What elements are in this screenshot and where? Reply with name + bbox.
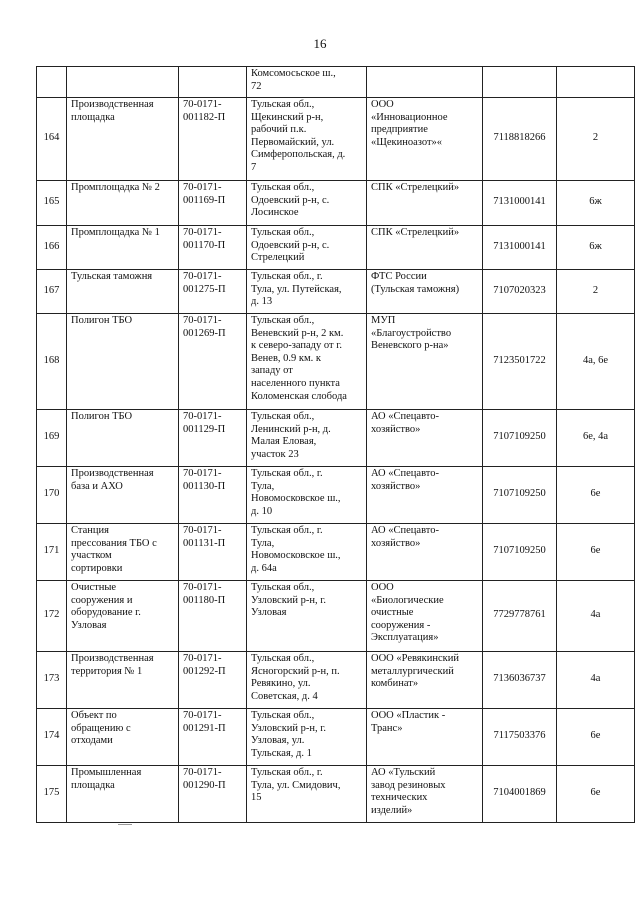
owner-cell-text: ООО «Инновационное предприятие «Щекиноазот»« bbox=[371, 99, 448, 148]
inn-cell bbox=[483, 270, 557, 314]
address-cell bbox=[247, 314, 367, 410]
object-code-cell-text: 70-0171- 001182-П bbox=[183, 99, 226, 123]
category-cell-text: 4а, 6е bbox=[582, 354, 609, 366]
row-number-cell bbox=[37, 467, 67, 524]
category-cell-text: 6ж bbox=[589, 196, 602, 208]
address-cell bbox=[247, 410, 367, 467]
address-cell bbox=[247, 581, 367, 652]
owner-cell-text: ООО «Пластик - Транс» bbox=[371, 710, 446, 734]
object-code-cell-text: 70-0171- 001169-П bbox=[183, 182, 226, 206]
inn-cell-text: 7107109250 bbox=[493, 431, 546, 443]
category-cell bbox=[557, 226, 635, 270]
object-name-cell bbox=[67, 181, 179, 226]
object-code-cell bbox=[179, 766, 247, 823]
object-code-cell bbox=[179, 524, 247, 581]
table-row bbox=[37, 581, 635, 652]
registry-body bbox=[37, 67, 635, 823]
object-code-cell-text: 70-0171- 001129-П bbox=[183, 411, 226, 435]
inn-cell bbox=[483, 181, 557, 226]
page-number: 16 bbox=[313, 36, 327, 51]
object-code-cell bbox=[179, 67, 247, 98]
address-cell bbox=[247, 766, 367, 823]
inn-cell-text: 7107109250 bbox=[493, 488, 546, 500]
object-name-cell-text: Объект по обращению с отходами bbox=[71, 710, 131, 747]
object-code-cell-text: 70-0171- 001269-П bbox=[183, 315, 226, 339]
category-cell bbox=[557, 67, 635, 98]
table-row bbox=[37, 270, 635, 314]
owner-cell bbox=[367, 652, 483, 709]
address-cell-text: Тульская обл., Ясногорский р-н, п. Ревякино, ул. Советская, д. 4 bbox=[251, 653, 340, 702]
inn-cell-text: 7107020323 bbox=[493, 284, 546, 296]
inn-cell bbox=[483, 67, 557, 98]
object-code-cell-text: 70-0171- 001292-П bbox=[183, 653, 226, 677]
inn-cell bbox=[483, 226, 557, 270]
category-cell bbox=[557, 652, 635, 709]
owner-cell-text: АО «Спецавто- хозяйство» bbox=[371, 525, 439, 549]
object-name-cell-text: Промплощадка № 2 bbox=[71, 182, 160, 193]
object-name-cell-text: Станция прессования ТБО с участком сортировки bbox=[71, 525, 157, 574]
row-number-cell-text: 170 bbox=[43, 488, 60, 500]
owner-cell bbox=[367, 314, 483, 410]
address-cell bbox=[247, 652, 367, 709]
object-code-cell bbox=[179, 581, 247, 652]
table-row bbox=[37, 467, 635, 524]
address-cell-text: Комсомосьское ш., 72 bbox=[251, 68, 336, 92]
address-cell-text: Тульская обл., Узловский р-н, г. Узловая, ул. Тульская, д. 1 bbox=[251, 710, 327, 759]
object-code-cell bbox=[179, 410, 247, 467]
category-cell bbox=[557, 410, 635, 467]
object-code-cell bbox=[179, 98, 247, 181]
object-name-cell-text: Производственная площадка bbox=[71, 99, 154, 123]
owner-cell bbox=[367, 524, 483, 581]
object-name-cell-text: Промышленная площадка bbox=[71, 767, 142, 791]
address-cell bbox=[247, 467, 367, 524]
table-row bbox=[37, 652, 635, 709]
table-row bbox=[37, 524, 635, 581]
inn-cell bbox=[483, 410, 557, 467]
row-number-cell-text: 164 bbox=[43, 132, 60, 144]
address-cell bbox=[247, 67, 367, 98]
category-cell bbox=[557, 181, 635, 226]
owner-cell-text: СПК «Стрелецкий» bbox=[371, 182, 460, 193]
object-code-cell-text: 70-0171- 001170-П bbox=[183, 227, 226, 251]
registry-table bbox=[36, 66, 635, 823]
address-cell-text: Тульская обл., г. Тула, ул. Смидович, 15 bbox=[251, 767, 341, 804]
object-name-cell bbox=[67, 67, 179, 98]
scan-mark bbox=[118, 824, 132, 825]
owner-cell bbox=[367, 98, 483, 181]
object-name-cell bbox=[67, 524, 179, 581]
object-name-cell-text: Полигон ТБО bbox=[71, 315, 133, 326]
address-cell bbox=[247, 98, 367, 181]
object-name-cell-text: Производственная база и АХО bbox=[71, 468, 154, 492]
inn-cell bbox=[483, 467, 557, 524]
table-row bbox=[37, 67, 635, 98]
inn-cell-text: 7107109250 bbox=[493, 545, 546, 557]
object-code-cell-text: 70-0171- 001131-П bbox=[183, 525, 226, 549]
owner-cell bbox=[367, 181, 483, 226]
table-row bbox=[37, 709, 635, 766]
object-code-cell bbox=[179, 181, 247, 226]
owner-cell bbox=[367, 467, 483, 524]
object-name-cell-text: Промплощадка № 1 bbox=[71, 227, 160, 238]
object-code-cell-text: 70-0171- 001130-П bbox=[183, 468, 226, 492]
category-cell bbox=[557, 270, 635, 314]
object-name-cell bbox=[67, 410, 179, 467]
object-name-cell bbox=[67, 314, 179, 410]
row-number-cell bbox=[37, 181, 67, 226]
owner-cell-text: АО «Спецавто- хозяйство» bbox=[371, 411, 439, 435]
category-cell-text: 6е bbox=[590, 787, 601, 799]
object-code-cell bbox=[179, 226, 247, 270]
inn-cell-text: 7729778761 bbox=[493, 609, 546, 621]
row-number-cell bbox=[37, 709, 67, 766]
table-row bbox=[37, 98, 635, 181]
object-name-cell bbox=[67, 226, 179, 270]
object-name-cell-text: Производственная территория № 1 bbox=[71, 653, 154, 677]
object-name-cell-text: Очистные сооружения и оборудование г. Узловая bbox=[71, 582, 141, 631]
owner-cell-text: ООО «Биологические очистные сооружения - Эксплуатация» bbox=[371, 582, 444, 644]
owner-cell-text: МУП «Благоустройство Веневского р-на» bbox=[371, 315, 452, 352]
object-code-cell-text: 70-0171- 001180-П bbox=[183, 582, 226, 606]
inn-cell-text: 7131000141 bbox=[493, 240, 546, 252]
category-cell-text: 6е bbox=[590, 730, 601, 742]
owner-cell bbox=[367, 410, 483, 467]
table-row bbox=[37, 410, 635, 467]
row-number-cell-text: 166 bbox=[43, 240, 60, 252]
object-code-cell bbox=[179, 652, 247, 709]
address-cell bbox=[247, 524, 367, 581]
row-number-cell bbox=[37, 524, 67, 581]
row-number-cell bbox=[37, 581, 67, 652]
category-cell bbox=[557, 524, 635, 581]
inn-cell-text: 7104001869 bbox=[493, 787, 546, 799]
address-cell bbox=[247, 270, 367, 314]
owner-cell bbox=[367, 766, 483, 823]
row-number-cell-text: 172 bbox=[43, 609, 60, 621]
category-cell-text: 2 bbox=[592, 284, 599, 296]
row-number-cell-text: 167 bbox=[43, 284, 60, 296]
inn-cell-text: 7136036737 bbox=[493, 673, 546, 685]
category-cell-text: 6ж bbox=[589, 240, 602, 252]
inn-cell bbox=[483, 652, 557, 709]
category-cell bbox=[557, 314, 635, 410]
category-cell bbox=[557, 467, 635, 524]
row-number-cell-text: 165 bbox=[43, 196, 60, 208]
owner-cell-text: АО «Тульский завод резиновых технических изделий» bbox=[371, 767, 446, 816]
row-number-cell bbox=[37, 67, 67, 98]
inn-cell bbox=[483, 581, 557, 652]
object-name-cell bbox=[67, 581, 179, 652]
object-name-cell bbox=[67, 98, 179, 181]
row-number-cell-text: 174 bbox=[43, 730, 60, 742]
address-cell-text: Тульская обл., г. Тула, ул. Путейская, д. 13 bbox=[251, 271, 342, 308]
object-name-cell-text: Тульская таможня bbox=[71, 271, 153, 282]
owner-cell bbox=[367, 226, 483, 270]
row-number-cell bbox=[37, 652, 67, 709]
row-number-cell bbox=[37, 98, 67, 181]
inn-cell bbox=[483, 709, 557, 766]
owner-cell-text: ООО «Ревякинский металлургический комбинат» bbox=[371, 653, 459, 690]
table-row bbox=[37, 181, 635, 226]
row-number-cell-text: 168 bbox=[43, 354, 60, 366]
object-code-cell-text: 70-0171- 001290-П bbox=[183, 767, 226, 791]
inn-cell bbox=[483, 314, 557, 410]
category-cell bbox=[557, 581, 635, 652]
address-cell bbox=[247, 709, 367, 766]
row-number-cell bbox=[37, 270, 67, 314]
row-number-cell-text: 171 bbox=[43, 545, 60, 557]
object-name-cell bbox=[67, 652, 179, 709]
address-cell-text: Тульская обл., Одоевский р-н, с. Лосинское bbox=[251, 182, 330, 219]
inn-cell bbox=[483, 98, 557, 181]
row-number-cell-text: 175 bbox=[43, 787, 60, 799]
address-cell-text: Тульская обл., Веневский р-н, 2 км. к северо-западу от г. Венев, 0.9 км. к западу от населенного пункта Коломенская слобода bbox=[251, 315, 347, 402]
owner-cell bbox=[367, 581, 483, 652]
object-code-cell bbox=[179, 709, 247, 766]
object-code-cell bbox=[179, 270, 247, 314]
category-cell-text: 6е bbox=[590, 488, 601, 500]
address-cell-text: Тульская обл., г. Тула, Новомосковское ш., д. 10 bbox=[251, 468, 341, 517]
category-cell bbox=[557, 766, 635, 823]
category-cell-text: 4а bbox=[590, 673, 601, 685]
row-number-cell bbox=[37, 410, 67, 467]
category-cell bbox=[557, 709, 635, 766]
row-number-cell bbox=[37, 314, 67, 410]
inn-cell-text: 7131000141 bbox=[493, 196, 546, 208]
address-cell-text: Тульская обл., Одоевский р-н, с. Стрелецкий bbox=[251, 227, 330, 264]
address-cell-text: Тульская обл., Ленинский р-н, д. Малая Еловая, участок 23 bbox=[251, 411, 331, 460]
address-cell-text: Тульская обл., Узловский р-н, г. Узловая bbox=[251, 582, 327, 619]
row-number-cell bbox=[37, 766, 67, 823]
address-cell bbox=[247, 181, 367, 226]
row-number-cell-text: 169 bbox=[43, 431, 60, 443]
object-code-cell bbox=[179, 467, 247, 524]
category-cell-text: 2 bbox=[592, 132, 599, 144]
owner-cell bbox=[367, 709, 483, 766]
category-cell-text: 4а bbox=[590, 609, 601, 621]
address-cell bbox=[247, 226, 367, 270]
address-cell-text: Тульская обл., Щекинский р-н, рабочий п.к. Первомайский, ул. Симферопольская, д. 7 bbox=[251, 99, 346, 173]
owner-cell-text: АО «Спецавто- хозяйство» bbox=[371, 468, 439, 492]
table-row bbox=[37, 226, 635, 270]
table-row bbox=[37, 314, 635, 410]
category-cell bbox=[557, 98, 635, 181]
owner-cell-text: ФТС России (Тульская таможня) bbox=[371, 271, 460, 295]
object-code-cell bbox=[179, 314, 247, 410]
row-number-cell bbox=[37, 226, 67, 270]
object-name-cell bbox=[67, 270, 179, 314]
object-name-cell bbox=[67, 709, 179, 766]
inn-cell bbox=[483, 766, 557, 823]
object-name-cell-text: Полигон ТБО bbox=[71, 411, 133, 422]
object-code-cell-text: 70-0171- 001291-П bbox=[183, 710, 226, 734]
category-cell-text: 6е bbox=[590, 545, 601, 557]
owner-cell-text: СПК «Стрелецкий» bbox=[371, 227, 460, 238]
row-number-cell-text: 173 bbox=[43, 673, 60, 685]
object-code-cell-text: 70-0171- 001275-П bbox=[183, 271, 226, 295]
category-cell-text: 6е, 4а bbox=[582, 431, 609, 443]
inn-cell bbox=[483, 524, 557, 581]
object-name-cell bbox=[67, 467, 179, 524]
owner-cell bbox=[367, 270, 483, 314]
inn-cell-text: 7118818266 bbox=[493, 132, 546, 144]
object-name-cell bbox=[67, 766, 179, 823]
address-cell-text: Тульская обл., г. Тула, Новомосковское ш., д. 64а bbox=[251, 525, 341, 574]
inn-cell-text: 7117503376 bbox=[493, 730, 546, 742]
owner-cell bbox=[367, 67, 483, 98]
table-row bbox=[37, 766, 635, 823]
inn-cell-text: 7123501722 bbox=[493, 354, 546, 366]
